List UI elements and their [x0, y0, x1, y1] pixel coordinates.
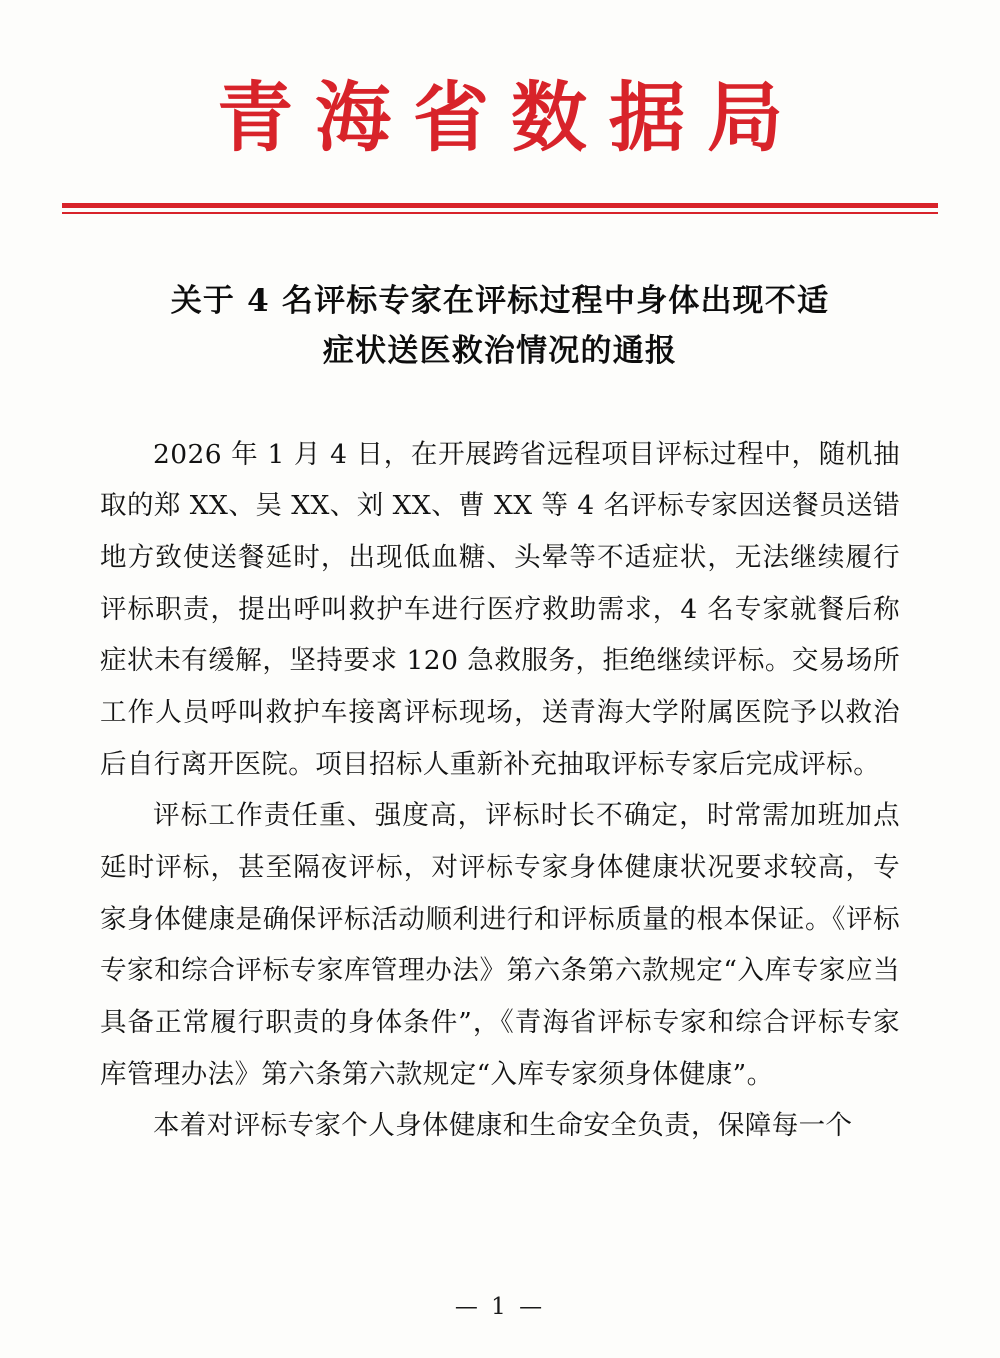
page-title-line-1: 关于 4 名评标专家在评标过程中身体出现不适: [170, 283, 830, 320]
issuing-organization: 青海省数据局: [217, 73, 805, 162]
letterhead-rules: [62, 203, 938, 214]
page-number: — 1 —: [454, 1294, 546, 1320]
page-title-line-2: 症状送医救治情况的通报: [322, 333, 678, 370]
document-body: [100, 429, 900, 1152]
page-title: [115, 276, 885, 376]
body-paragraph: 本着对评标专家个人身体健康和生命安全负责，保障每一个: [153, 1110, 853, 1142]
letterhead-rule-thin: [62, 212, 938, 214]
body-paragraph: 评标工作责任重、强度高，评标时长不确定，时常需加班加点延时评标，甚至隔夜评标，对评标专家身体健康状况要求较高，专家身体健康是确保评标活动顺利进行和评标质量的根本保证。《评标专家和综合评标专家库管理办法》第六条第六款规定“入库专家应当具备正常履行职责的身体条件”，《青海省评标专家和综合评标专家库管理办法》第六条第六款规定“入库专家须身体健康”。: [100, 800, 900, 1090]
body-paragraph: 2026 年 1 月 4 日，在开展跨省远程项目评标过程中，随机抽取的郑 XX、吴 XX、刘 XX、曹 XX 等 4 名评标专家因送餐员送错地方致使送餐延时，出现低血糖、头晕等不适症状，无法继续履行评标职责，提出呼叫救护车进行医疗救助需求，4 名专家就餐后称症状未有缓解，坚持要求 120 急救服务，拒绝继续评标。交易场所工作人员呼叫救护车接离评标现场，送青海大学附属医院予以救治后自行离开医院。项目招标人重新补充抽取评标专家后完成评标。: [100, 438, 900, 780]
letterhead: [0, 0, 1000, 214]
